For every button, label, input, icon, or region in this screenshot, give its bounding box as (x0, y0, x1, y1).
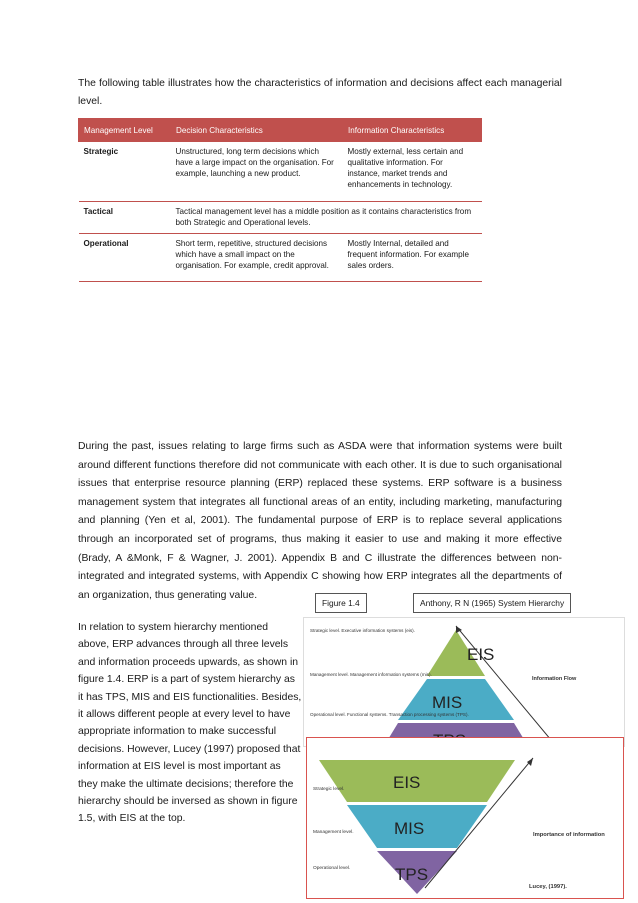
header-information-characteristics: Information Characteristics (343, 119, 482, 142)
management-table (78, 118, 482, 282)
side-label-management: Management level. Management information systems (mis). (310, 672, 432, 677)
mis-label: MIS (394, 819, 425, 838)
lucey-credit: Lucey, (1997). (529, 884, 567, 890)
header-decision-characteristics: Decision Characteristics (171, 119, 343, 142)
figure-caption: Figure 1.4 (315, 593, 367, 613)
row-decision: Short term, repetitive, structured decisions which have a small impact on the organisation. For example, credit approval. (171, 234, 343, 282)
row-decision: Unstructured, long term decisions which have a large impact on the organisation. For example, launching a new product. (171, 142, 343, 202)
mis-label: MIS (432, 693, 463, 712)
tps-label: TPS (395, 865, 429, 884)
pyramid-diagram (304, 618, 624, 746)
row-information: Mostly Internal, detailed and frequent information. For example sales orders. (343, 234, 482, 282)
header-management-level: Management Level (79, 119, 171, 142)
information-flow-label: Information Flow (532, 676, 577, 682)
eis-label: EIS (393, 773, 421, 792)
figure-source: Anthony, R N (1965) System Hierarchy (413, 593, 571, 613)
table-row (79, 142, 482, 202)
row-combined: Tactical management level has a middle position as it contains characteristics from both Strategic and Operational levels. (171, 202, 482, 234)
side-label-strategic: Strategic level. Executive information systems (eis). (310, 628, 415, 633)
figure-inverted-hierarchy (306, 737, 624, 899)
row-level: Operational (79, 234, 171, 282)
table-row (79, 234, 482, 282)
table-row (79, 202, 482, 234)
row-level: Strategic (79, 142, 171, 202)
row-information: Mostly external, less certain and qualitative information. For instance, market trends and enhancements in technology. (343, 142, 482, 202)
table-header-row (79, 119, 482, 142)
inverted-pyramid-diagram (307, 738, 623, 898)
intro-paragraph: The following table illustrates how the characteristics of information and decisions affect each managerial level. (78, 78, 562, 107)
row-level: Tactical (79, 202, 171, 234)
side-label-operational: Operational level. Functional systems. Transaction processing systems (TPS). (310, 712, 469, 717)
side-label-operational: Operational level. (313, 866, 351, 871)
side-label-strategic: Strategic level. (313, 787, 345, 792)
body-paragraph: During the past, issues relating to large firms such as ASDA were that information systems were built around different functions therefore did not communicate with each other. It is due to such organisational issues that enterprise resource planning (ERP) replaced these systems. ERP software is a business management system that integrates all functional areas of an entity, including marketing, manufacturing and planning (Yen et al, 2001). The fundamental purpose of ERP is to replace several applications through an incorporated set of programs, thus making it easier to use and making it more effective (Brady, A &Monk, F & Wagner, J. 2001). Appendix B and C illustrate the differences between non-integrated and integrated systems, with Appendix C showing how ERP integrates all the departments of an organization, thus generating value. (78, 441, 562, 601)
side-paragraph: In relation to system hierarchy mentioned above, ERP advances through all three levels and information proceeds upwards, as shown in figure 1.4. ERP is a part of system hierarchy as it has TPS, MIS and EIS functionalities. Besides, it allows different people at every level to have appropriate information to make successful decisions. However, Lucey (1997) proposed that information at EIS level is most important as they make the ultimate decisions; therefore the hierarchy should be inversed as shown in figure 1.5, with EIS at the top. (78, 622, 302, 825)
eis-label: EIS (467, 645, 495, 664)
figure-system-hierarchy (303, 617, 625, 747)
importance-label: Importance of information (533, 832, 605, 838)
side-label-management: Management level. (313, 830, 354, 835)
